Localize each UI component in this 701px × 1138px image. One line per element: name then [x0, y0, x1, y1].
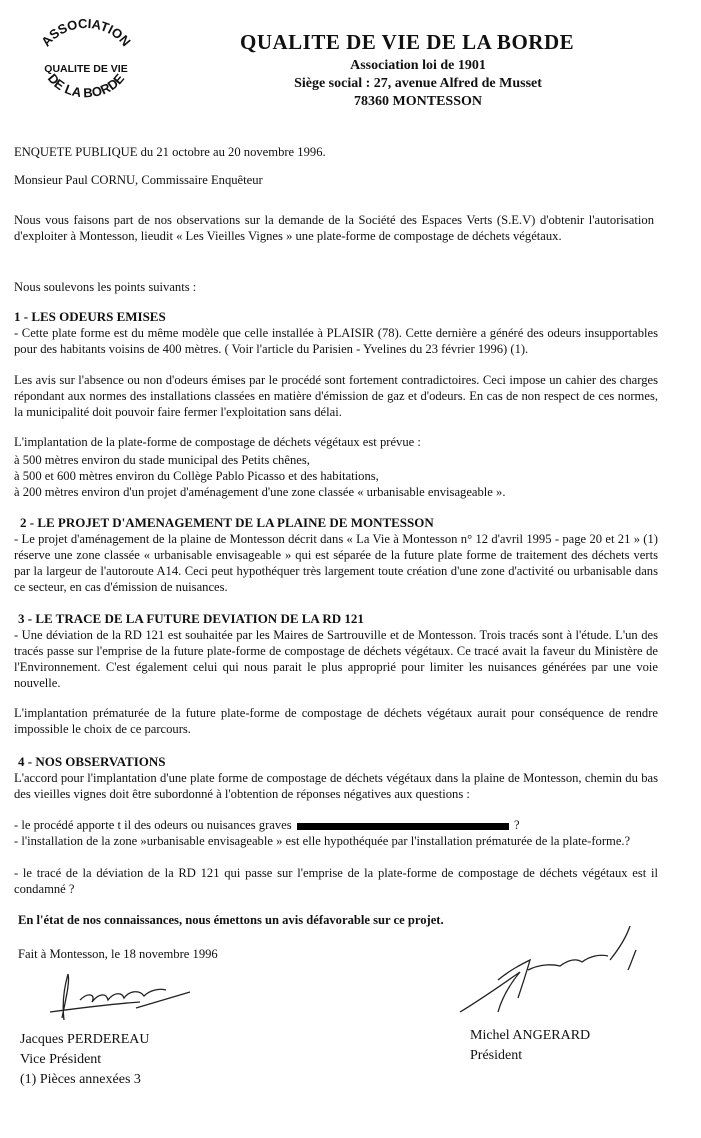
section-1-item-1: à 500 mètres environ du stade municipal des Petits chênes,	[14, 453, 310, 467]
section-4-question-1	[14, 817, 658, 833]
question-1-text: - le procédé apporte t il des odeurs ou nuisances graves	[14, 818, 292, 832]
right-signatory-role: Président	[470, 1048, 523, 1063]
annex-note: (1) Pièces annexées 3	[20, 1072, 141, 1087]
logo-middle: QUALITE DE VIE	[44, 63, 128, 75]
section-3-para-2: L'implantation prématurée de la future plate-forme de compostage de déchets végétaux aurait pour conséquence de rendre impossible le choix de ce parcours.	[14, 706, 658, 736]
section-4-question-2: - l'installation de la zone »urbanisable envisageable » est elle hypothéquée par l'installation prématurée de la plate-forme.?	[14, 834, 631, 848]
redaction-mark	[297, 823, 509, 830]
section-1-para-1: - Cette plate forme est du même modèle que celle installée à PLAISIR (78). Cette dernière a généré des odeurs insupportables pour des habitants voisins de 400 mètres. ( Voir l'article du Parisien - Yvelines du 23 février 1996) (1).	[14, 326, 658, 356]
intro-paragraph: Nous vous faisons part de nos observations sur la demande de la Société des Espaces Verts (S.E.V) d'obtenir l'autorisation d'exploiter à Montesson, lieudit « Les Vieilles Vignes » une plate-forme de compostage de déchets végétaux.	[14, 213, 654, 243]
section-4-title: 4 - NOS OBSERVATIONS	[18, 754, 166, 769]
left-signature	[40, 968, 200, 1030]
conclusion: En l'état de nos connaissances, nous émettons un avis défavorable sur ce projet.	[18, 913, 444, 927]
section-1-title: 1 - LES ODEURS EMISES	[14, 309, 166, 324]
svg-text:DE LA BORDE	[45, 71, 128, 101]
addressee: Monsieur Paul CORNU, Commissaire Enquêteur	[14, 173, 263, 187]
section-1-para-3: L'implantation de la plate-forme de compostage de déchets végétaux est prévue :	[14, 435, 421, 449]
letterhead-line-3: 78360 MONTESSON	[354, 94, 482, 109]
section-4-para-1: L'accord pour l'implantation d'une plate forme de compostage de déchets végétaux dans la plaine de Montesson, chemin du bas des vieilles vignes doit être subordonné à l'obtention de réponses négatives aux questions :	[14, 771, 658, 801]
letterhead-line-1: Association loi de 1901	[350, 58, 486, 73]
signing-place-date: Fait à Montesson, le 18 novembre 1996	[18, 947, 218, 961]
question-1-end: ?	[513, 818, 520, 832]
section-3-title: 3 - LE TRACE DE LA FUTURE DEVIATION DE LA RD 121	[18, 611, 364, 626]
left-signatory-name: Jacques PERDEREAU	[20, 1032, 150, 1047]
section-1-item-3: à 200 mètres environ d'un projet d'aménagement d'une zone classée « urbanisable envisageable ».	[14, 485, 506, 499]
section-3-para-1: - Une déviation de la RD 121 est souhaitée par les Maires de Sartrouville et de Montesson. Trois tracés sont à l'étude. L'un des tracés passe sur l'emprise de la future plate-forme de compostage de déchets végétaux. Ce tracé avait la faveur du Ministère de l'Environnement. C'est également celui qui nous parait le plus approprié pour limiter les nuisances générées par une voie nouvelle.	[14, 628, 658, 690]
association-logo	[30, 14, 142, 114]
enquete-line: ENQUETE PUBLIQUE du 21 octobre au 20 novembre 1996.	[14, 145, 326, 159]
letterhead-line-2: Siège social : 27, avenue Alfred de Musset	[294, 76, 542, 91]
points-intro: Nous soulevons les points suivants :	[14, 280, 197, 294]
right-signatory-name: Michel ANGERARD	[470, 1028, 591, 1043]
logo-top-arc: ASSOCIATION	[38, 15, 134, 50]
section-1-para-2: Les avis sur l'absence ou non d'odeurs émises par le procédé sont fortement contradictoires. Ceci impose un cahier des charges répondant aux normes des installations classées en matière d'émission de gaz et d'odeurs. En cas de non respect de ces normes, la municipalité doit pouvoir faire fermer l'exploitation sans délai.	[14, 373, 658, 419]
section-2-para-1: - Le projet d'aménagement de la plaine de Montesson décrit dans « La Vie à Montesson n° 12 d'avril 1995 - page 20 et 21 » (1) réserve une zone classée « urbanisable envisageable » qui est séparée de la future plate forme de traitement des déchets verts par la largeur de l'autoroute A14. Ceci peut hypothéquer très largement toute création d'une zone d'activité ou urbanisable dans ce secteur, en cas d'émission de nuisances.	[14, 532, 658, 594]
right-signature	[440, 920, 650, 1020]
svg-text:ASSOCIATION	[38, 16, 134, 49]
letterhead-title: QUALITE DE VIE DE LA BORDE	[240, 30, 575, 54]
section-2-title: 2 - LE PROJET D'AMENAGEMENT DE LA PLAINE DE MONTESSON	[20, 515, 434, 530]
section-1-item-2: à 500 et 600 mètres environ du Collège Pablo Picasso et des habitations,	[14, 469, 379, 483]
logo-bottom-arc: DE LA BORDE	[44, 70, 128, 101]
left-signatory-role: Vice Président	[20, 1052, 102, 1067]
section-4-question-3: - le tracé de la déviation de la RD 121 qui passe sur l'emprise de la plate-forme de compostage de déchets végétaux est il condamné ?	[14, 866, 658, 896]
